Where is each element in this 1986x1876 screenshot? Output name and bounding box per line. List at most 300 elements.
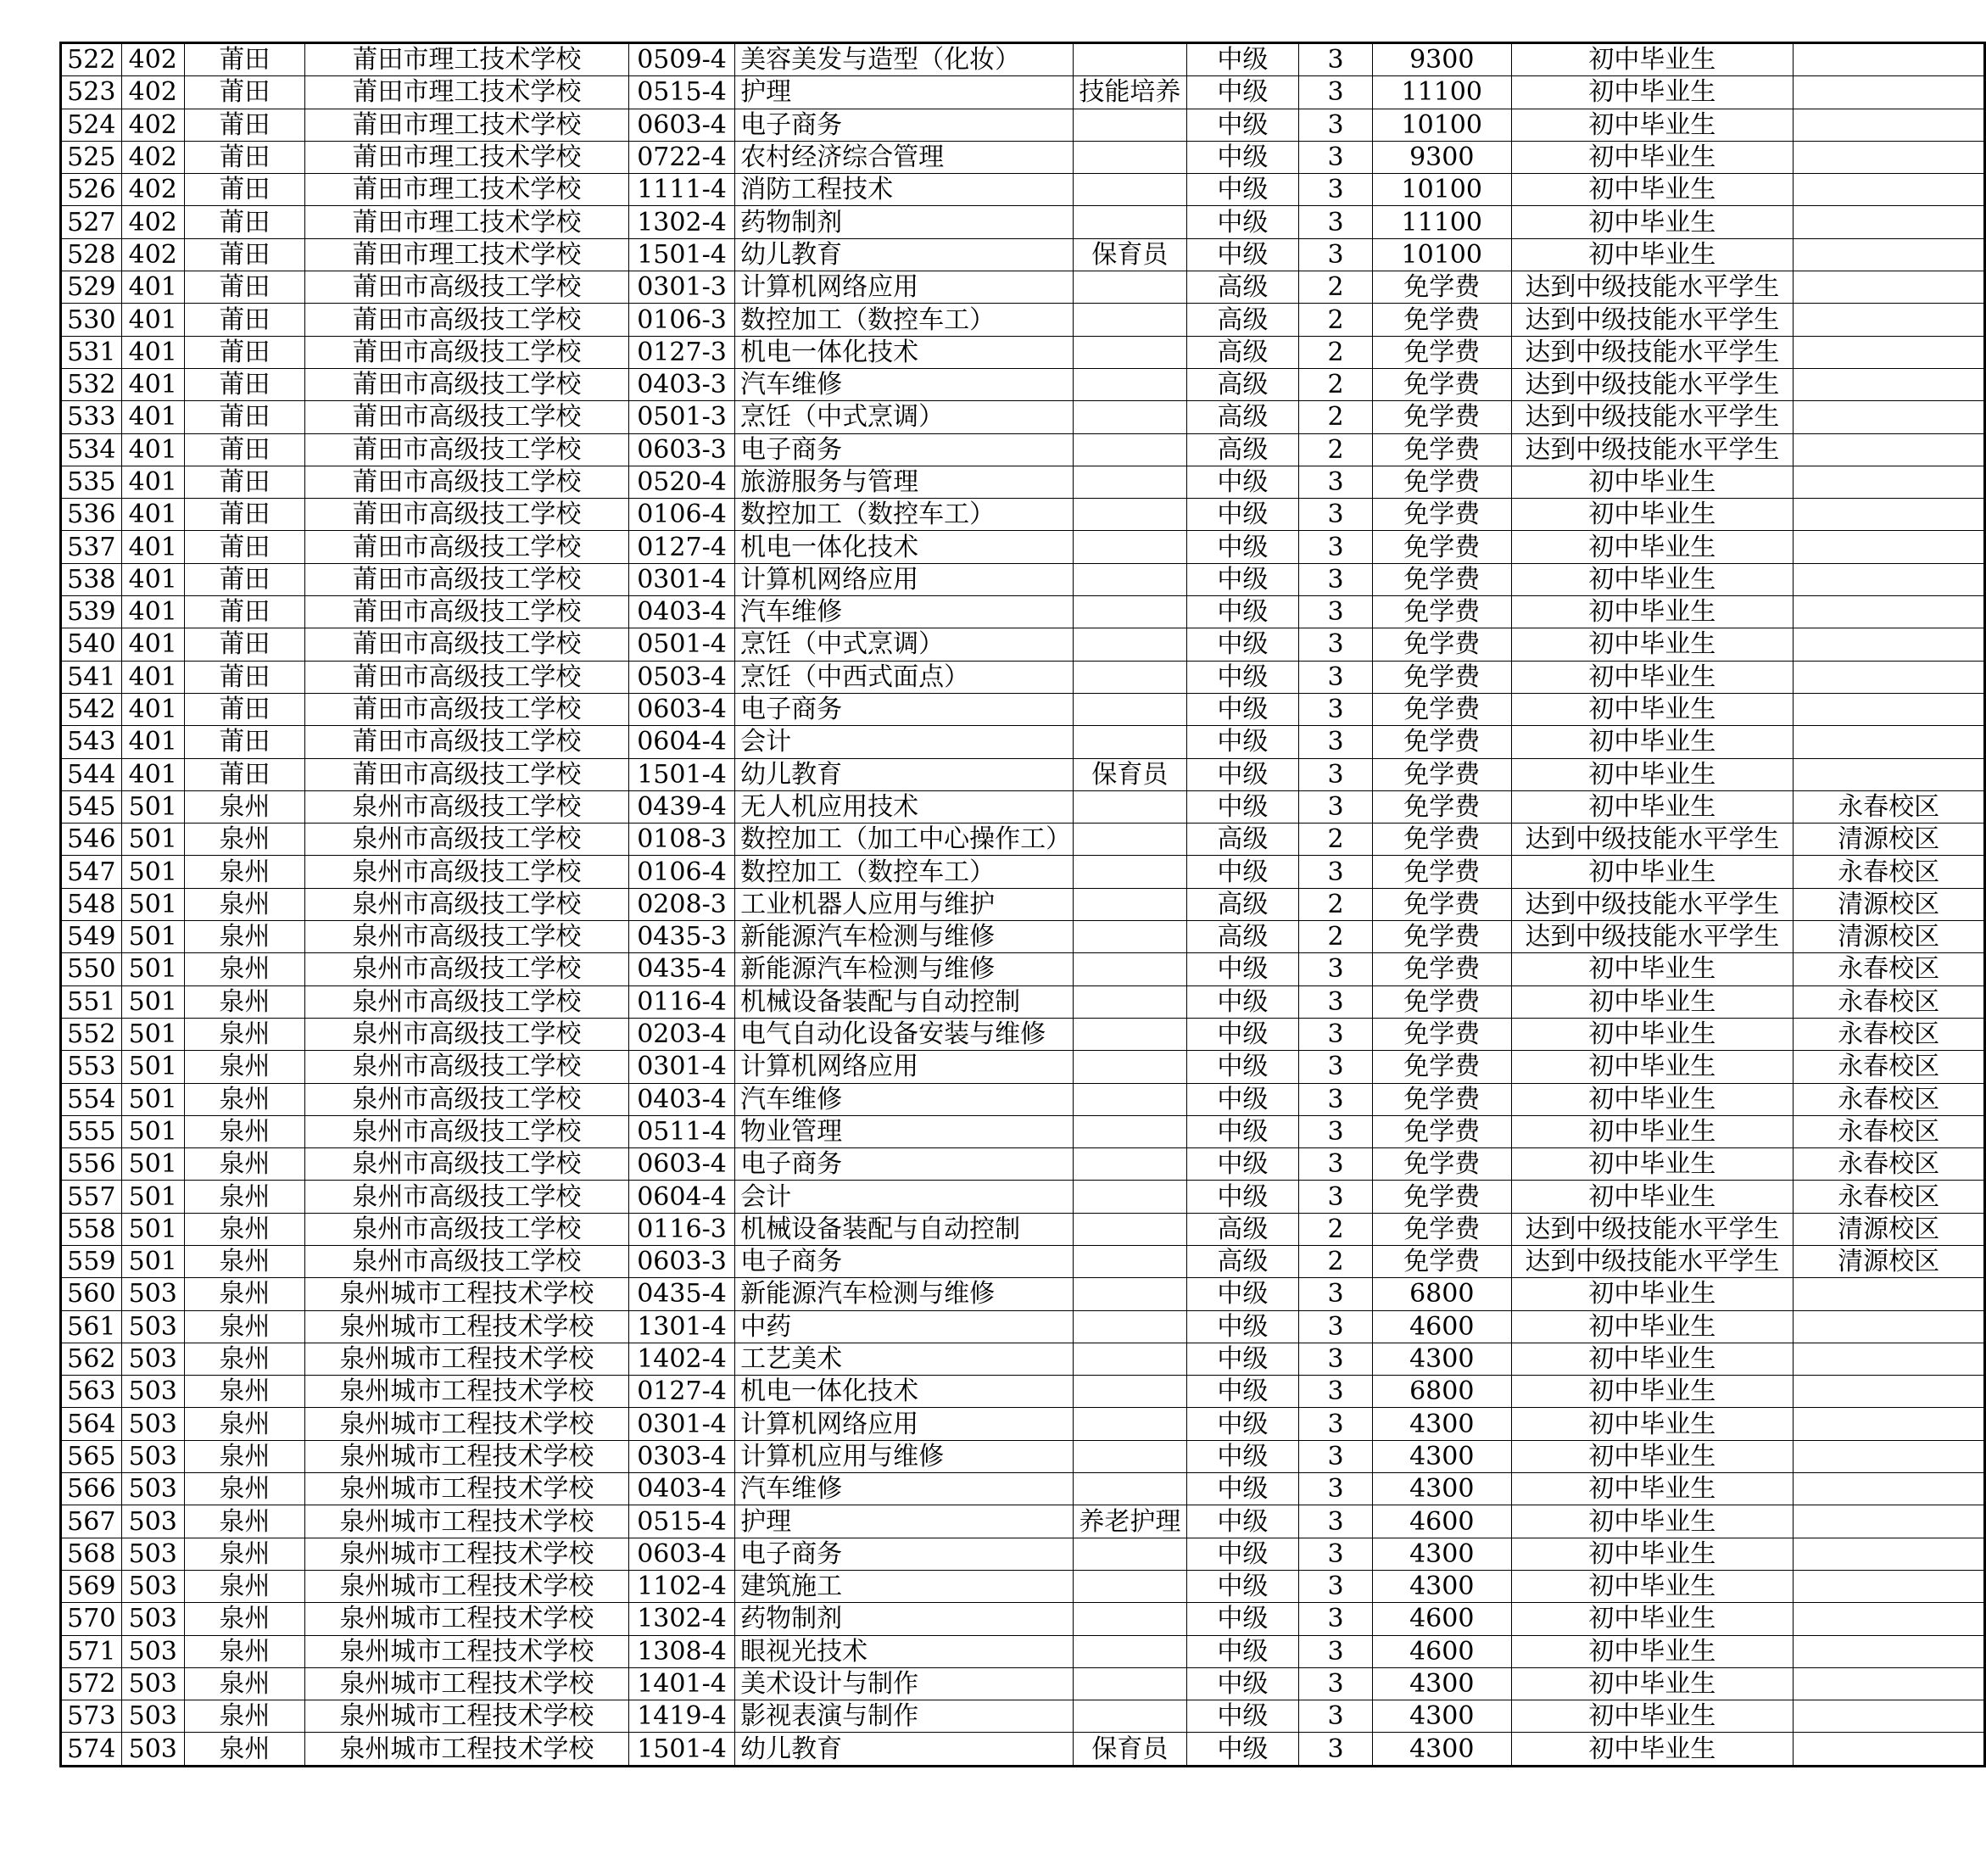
years-cell: 3 [1299,1733,1373,1766]
table-row [61,1570,1985,1602]
row-number-cell: 550 [61,953,122,985]
direction-cell [1074,1213,1187,1245]
direction-cell [1074,1408,1187,1440]
row-number-cell: 527 [61,206,122,238]
level-cell: 高级 [1186,921,1298,953]
major-name-cell: 新能源汽车检测与维修 [735,1278,1074,1310]
direction-cell [1074,368,1187,400]
major-code-cell: 0520-4 [628,466,734,498]
major-name-cell: 烹饪（中式烹调） [735,628,1074,661]
school-code-cell: 501 [121,888,184,920]
table-row [61,1667,1985,1700]
school-name-cell: 莆田市高级技工学校 [304,368,628,400]
school-code-cell: 501 [121,1051,184,1083]
admission-requirement-cell: 初中毕业生 [1511,1376,1794,1408]
city-cell: 莆田 [184,336,304,368]
row-number-cell: 525 [61,141,122,173]
row-number-cell: 574 [61,1733,122,1766]
years-cell: 3 [1299,1181,1373,1213]
school-name-cell: 泉州市高级技工学校 [304,888,628,920]
city-cell: 泉州 [184,921,304,953]
school-code-cell: 401 [121,628,184,661]
tuition-cell: 免学费 [1372,531,1511,563]
admission-requirement-cell: 初中毕业生 [1511,1181,1794,1213]
direction-cell [1074,628,1187,661]
table-row [61,499,1985,531]
admission-requirement-cell: 初中毕业生 [1511,758,1794,790]
campus-cell [1794,1505,1985,1538]
admission-requirement-cell: 初中毕业生 [1511,43,1794,76]
level-cell: 中级 [1186,1408,1298,1440]
tuition-cell: 10100 [1372,238,1511,271]
years-cell: 2 [1299,368,1373,400]
school-code-cell: 401 [121,758,184,790]
direction-cell [1074,1181,1187,1213]
city-cell: 莆田 [184,563,304,595]
years-cell: 3 [1299,206,1373,238]
level-cell: 中级 [1186,596,1298,628]
major-code-cell: 1501-4 [628,758,734,790]
level-cell: 中级 [1186,531,1298,563]
major-name-cell: 机电一体化技术 [735,531,1074,563]
admission-requirement-cell: 达到中级技能水平学生 [1511,433,1794,466]
direction-cell [1074,1635,1187,1667]
major-name-cell: 机电一体化技术 [735,336,1074,368]
tuition-cell: 免学费 [1372,856,1511,888]
campus-cell: 永春校区 [1794,1051,1985,1083]
major-name-cell: 电子商务 [735,1538,1074,1570]
level-cell: 高级 [1186,271,1298,304]
tuition-cell: 免学费 [1372,596,1511,628]
row-number-cell: 537 [61,531,122,563]
major-code-cell: 0604-4 [628,1181,734,1213]
level-cell: 中级 [1186,109,1298,141]
tuition-cell: 4300 [1372,1440,1511,1472]
row-number-cell: 540 [61,628,122,661]
major-code-cell: 0403-4 [628,1473,734,1505]
table-row [61,1505,1985,1538]
direction-cell [1074,661,1187,693]
table-row [61,433,1985,466]
tuition-cell: 免学费 [1372,1018,1511,1050]
row-number-cell: 571 [61,1635,122,1667]
direction-cell [1074,726,1187,758]
years-cell: 3 [1299,499,1373,531]
tuition-cell: 免学费 [1372,1083,1511,1115]
years-cell: 2 [1299,433,1373,466]
admission-requirement-cell: 初中毕业生 [1511,109,1794,141]
years-cell: 3 [1299,693,1373,725]
tuition-cell: 免学费 [1372,1245,1511,1277]
direction-cell [1074,790,1187,823]
tuition-cell: 免学费 [1372,693,1511,725]
major-name-cell: 机械设备装配与自动控制 [735,1213,1074,1245]
row-number-cell: 561 [61,1310,122,1343]
major-name-cell: 建筑施工 [735,1570,1074,1602]
school-code-cell: 501 [121,953,184,985]
major-name-cell: 数控加工（数控车工） [735,304,1074,336]
major-code-cell: 0403-4 [628,596,734,628]
campus-cell: 清源校区 [1794,824,1985,856]
level-cell: 中级 [1186,1505,1298,1538]
school-code-cell: 503 [121,1408,184,1440]
school-code-cell: 501 [121,921,184,953]
campus-cell: 清源校区 [1794,921,1985,953]
level-cell: 中级 [1186,1148,1298,1181]
major-name-cell: 数控加工（数控车工） [735,499,1074,531]
tuition-cell: 11100 [1372,76,1511,109]
direction-cell [1074,1051,1187,1083]
direction-cell [1074,336,1187,368]
school-code-cell: 503 [121,1278,184,1310]
years-cell: 3 [1299,985,1373,1018]
major-code-cell: 0116-4 [628,985,734,1018]
major-name-cell: 机电一体化技术 [735,1376,1074,1408]
school-code-cell: 503 [121,1635,184,1667]
years-cell: 3 [1299,1635,1373,1667]
school-code-cell: 402 [121,141,184,173]
years-cell: 3 [1299,953,1373,985]
tuition-cell: 免学费 [1372,921,1511,953]
major-name-cell: 幼儿教育 [735,758,1074,790]
direction-cell [1074,563,1187,595]
direction-cell [1074,1473,1187,1505]
table-row [61,953,1985,985]
table-row [61,1181,1985,1213]
row-number-cell: 531 [61,336,122,368]
table-row [61,336,1985,368]
major-name-cell: 护理 [735,76,1074,109]
admission-requirement-cell: 初中毕业生 [1511,1505,1794,1538]
row-number-cell: 535 [61,466,122,498]
school-code-cell: 501 [121,1083,184,1115]
city-cell: 泉州 [184,1343,304,1375]
school-code-cell: 402 [121,76,184,109]
major-name-cell: 美容美发与造型（化妆） [735,43,1074,76]
admission-requirement-cell: 初中毕业生 [1511,661,1794,693]
row-number-cell: 556 [61,1148,122,1181]
row-number-cell: 533 [61,401,122,433]
school-code-cell: 501 [121,1148,184,1181]
admission-requirement-cell: 初中毕业生 [1511,1733,1794,1766]
admission-requirement-cell: 初中毕业生 [1511,1538,1794,1570]
direction-cell [1074,141,1187,173]
row-number-cell: 553 [61,1051,122,1083]
city-cell: 泉州 [184,953,304,985]
table-row [61,1538,1985,1570]
level-cell: 中级 [1186,953,1298,985]
years-cell: 3 [1299,1018,1373,1050]
school-name-cell: 泉州城市工程技术学校 [304,1310,628,1343]
table-row [61,76,1985,109]
major-name-cell: 机械设备装配与自动控制 [735,985,1074,1018]
years-cell: 2 [1299,271,1373,304]
city-cell: 莆田 [184,238,304,271]
campus-cell [1794,531,1985,563]
admission-requirement-cell: 初中毕业生 [1511,238,1794,271]
tuition-cell: 4300 [1372,1667,1511,1700]
table-row [61,271,1985,304]
school-code-cell: 501 [121,856,184,888]
major-code-cell: 0301-3 [628,271,734,304]
row-number-cell: 555 [61,1115,122,1147]
row-number-cell: 568 [61,1538,122,1570]
admission-requirement-cell: 初中毕业生 [1511,466,1794,498]
table-row [61,1408,1985,1440]
direction-cell [1074,1083,1187,1115]
admission-requirement-cell: 初中毕业生 [1511,790,1794,823]
major-name-cell: 会计 [735,1181,1074,1213]
major-name-cell: 护理 [735,1505,1074,1538]
years-cell: 3 [1299,43,1373,76]
school-name-cell: 泉州城市工程技术学校 [304,1603,628,1635]
tuition-cell: 6800 [1372,1278,1511,1310]
table-row [61,1343,1985,1375]
campus-cell [1794,726,1985,758]
school-name-cell: 泉州市高级技工学校 [304,953,628,985]
school-code-cell: 401 [121,304,184,336]
years-cell: 3 [1299,1083,1373,1115]
city-cell: 泉州 [184,985,304,1018]
major-name-cell: 数控加工（加工中心操作工） [735,824,1074,856]
school-name-cell: 泉州城市工程技术学校 [304,1733,628,1766]
city-cell: 莆田 [184,531,304,563]
city-cell: 莆田 [184,499,304,531]
row-number-cell: 542 [61,693,122,725]
major-code-cell: 1102-4 [628,1570,734,1602]
school-name-cell: 莆田市理工技术学校 [304,174,628,206]
years-cell: 3 [1299,238,1373,271]
major-name-cell: 电子商务 [735,433,1074,466]
direction-cell: 养老护理 [1074,1505,1187,1538]
city-cell: 莆田 [184,661,304,693]
direction-cell [1074,693,1187,725]
direction-cell [1074,888,1187,920]
admission-requirement-cell: 初中毕业生 [1511,1440,1794,1472]
city-cell: 莆田 [184,758,304,790]
major-name-cell: 眼视光技术 [735,1635,1074,1667]
row-number-cell: 551 [61,985,122,1018]
major-name-cell: 数控加工（数控车工） [735,856,1074,888]
major-name-cell: 消防工程技术 [735,174,1074,206]
school-name-cell: 莆田市高级技工学校 [304,304,628,336]
school-code-cell: 503 [121,1343,184,1375]
campus-cell [1794,43,1985,76]
school-code-cell: 401 [121,596,184,628]
school-name-cell: 泉州市高级技工学校 [304,1148,628,1181]
level-cell: 中级 [1186,985,1298,1018]
level-cell: 中级 [1186,1018,1298,1050]
level-cell: 中级 [1186,466,1298,498]
campus-cell [1794,238,1985,271]
major-name-cell: 汽车维修 [735,1473,1074,1505]
level-cell: 高级 [1186,336,1298,368]
school-name-cell: 泉州城市工程技术学校 [304,1700,628,1733]
tuition-cell: 免学费 [1372,368,1511,400]
tuition-cell: 4300 [1372,1343,1511,1375]
school-name-cell: 莆田市理工技术学校 [304,76,628,109]
table-row [61,174,1985,206]
table-row [61,109,1985,141]
level-cell: 中级 [1186,693,1298,725]
direction-cell [1074,1245,1187,1277]
city-cell: 莆田 [184,628,304,661]
major-code-cell: 0301-4 [628,1051,734,1083]
major-code-cell: 0603-4 [628,693,734,725]
level-cell: 中级 [1186,206,1298,238]
major-code-cell: 0106-3 [628,304,734,336]
major-code-cell: 0603-4 [628,1538,734,1570]
years-cell: 2 [1299,888,1373,920]
admission-requirement-cell: 达到中级技能水平学生 [1511,921,1794,953]
campus-cell [1794,466,1985,498]
years-cell: 3 [1299,1051,1373,1083]
campus-cell [1794,1440,1985,1472]
level-cell: 中级 [1186,499,1298,531]
level-cell: 高级 [1186,433,1298,466]
major-code-cell: 1401-4 [628,1667,734,1700]
years-cell: 3 [1299,1115,1373,1147]
direction-cell: 保育员 [1074,1733,1187,1766]
years-cell: 3 [1299,758,1373,790]
direction-cell [1074,499,1187,531]
campus-cell: 永春校区 [1794,985,1985,1018]
direction-cell [1074,174,1187,206]
row-number-cell: 523 [61,76,122,109]
table-row [61,141,1985,173]
school-code-cell: 501 [121,1115,184,1147]
row-number-cell: 548 [61,888,122,920]
school-code-cell: 503 [121,1376,184,1408]
tuition-cell: 11100 [1372,206,1511,238]
years-cell: 3 [1299,628,1373,661]
school-code-cell: 401 [121,661,184,693]
direction-cell [1074,1538,1187,1570]
years-cell: 3 [1299,531,1373,563]
city-cell: 泉州 [184,1473,304,1505]
city-cell: 泉州 [184,1148,304,1181]
campus-cell: 清源校区 [1794,1213,1985,1245]
major-name-cell: 幼儿教育 [735,1733,1074,1766]
city-cell: 泉州 [184,824,304,856]
major-code-cell: 0501-4 [628,628,734,661]
campus-cell: 清源校区 [1794,1245,1985,1277]
city-cell: 泉州 [184,856,304,888]
admission-requirement-cell: 达到中级技能水平学生 [1511,824,1794,856]
level-cell: 中级 [1186,76,1298,109]
tuition-cell: 免学费 [1372,271,1511,304]
admission-requirement-cell: 达到中级技能水平学生 [1511,1213,1794,1245]
level-cell: 中级 [1186,856,1298,888]
years-cell: 2 [1299,1245,1373,1277]
level-cell: 中级 [1186,1635,1298,1667]
school-code-cell: 503 [121,1603,184,1635]
city-cell: 莆田 [184,141,304,173]
campus-cell [1794,174,1985,206]
school-name-cell: 泉州市高级技工学校 [304,1181,628,1213]
city-cell: 泉州 [184,1278,304,1310]
major-code-cell: 0127-4 [628,531,734,563]
campus-cell [1794,1473,1985,1505]
campus-cell [1794,758,1985,790]
years-cell: 2 [1299,1213,1373,1245]
admission-requirement-cell: 初中毕业生 [1511,563,1794,595]
level-cell: 中级 [1186,238,1298,271]
campus-cell [1794,1408,1985,1440]
direction-cell [1074,109,1187,141]
city-cell: 莆田 [184,304,304,336]
major-code-cell: 0203-4 [628,1018,734,1050]
row-number-cell: 530 [61,304,122,336]
row-number-cell: 570 [61,1603,122,1635]
admission-requirement-cell: 初中毕业生 [1511,596,1794,628]
campus-cell [1794,1603,1985,1635]
admission-requirement-cell: 初中毕业生 [1511,1570,1794,1602]
direction-cell [1074,43,1187,76]
row-number-cell: 522 [61,43,122,76]
years-cell: 3 [1299,661,1373,693]
level-cell: 中级 [1186,1700,1298,1733]
admission-requirement-cell: 初中毕业生 [1511,1667,1794,1700]
direction-cell [1074,401,1187,433]
major-code-cell: 0116-3 [628,1213,734,1245]
tuition-cell: 9300 [1372,43,1511,76]
major-code-cell: 1419-4 [628,1700,734,1733]
direction-cell [1074,304,1187,336]
row-number-cell: 573 [61,1700,122,1733]
years-cell: 3 [1299,1538,1373,1570]
major-code-cell: 0509-4 [628,43,734,76]
school-code-cell: 401 [121,693,184,725]
city-cell: 泉州 [184,1245,304,1277]
campus-cell [1794,401,1985,433]
campus-cell [1794,109,1985,141]
major-name-cell: 药物制剂 [735,1603,1074,1635]
campus-cell [1794,1343,1985,1375]
school-code-cell: 402 [121,174,184,206]
row-number-cell: 563 [61,1376,122,1408]
direction-cell [1074,1278,1187,1310]
row-number-cell: 562 [61,1343,122,1375]
major-code-cell: 0106-4 [628,499,734,531]
years-cell: 3 [1299,790,1373,823]
years-cell: 2 [1299,921,1373,953]
row-number-cell: 545 [61,790,122,823]
direction-cell: 保育员 [1074,758,1187,790]
table-row [61,661,1985,693]
row-number-cell: 567 [61,1505,122,1538]
direction-cell [1074,1115,1187,1147]
row-number-cell: 554 [61,1083,122,1115]
table-row [61,401,1985,433]
tuition-cell: 免学费 [1372,661,1511,693]
years-cell: 3 [1299,596,1373,628]
campus-cell [1794,76,1985,109]
major-code-cell: 0435-3 [628,921,734,953]
major-code-cell: 0108-3 [628,824,734,856]
direction-cell [1074,985,1187,1018]
years-cell: 3 [1299,109,1373,141]
direction-cell: 技能培养 [1074,76,1187,109]
school-name-cell: 莆田市高级技工学校 [304,401,628,433]
campus-cell: 永春校区 [1794,953,1985,985]
major-code-cell: 1308-4 [628,1635,734,1667]
city-cell: 泉州 [184,1538,304,1570]
row-number-cell: 565 [61,1440,122,1472]
city-cell: 莆田 [184,466,304,498]
row-number-cell: 559 [61,1245,122,1277]
admission-requirement-cell: 初中毕业生 [1511,628,1794,661]
